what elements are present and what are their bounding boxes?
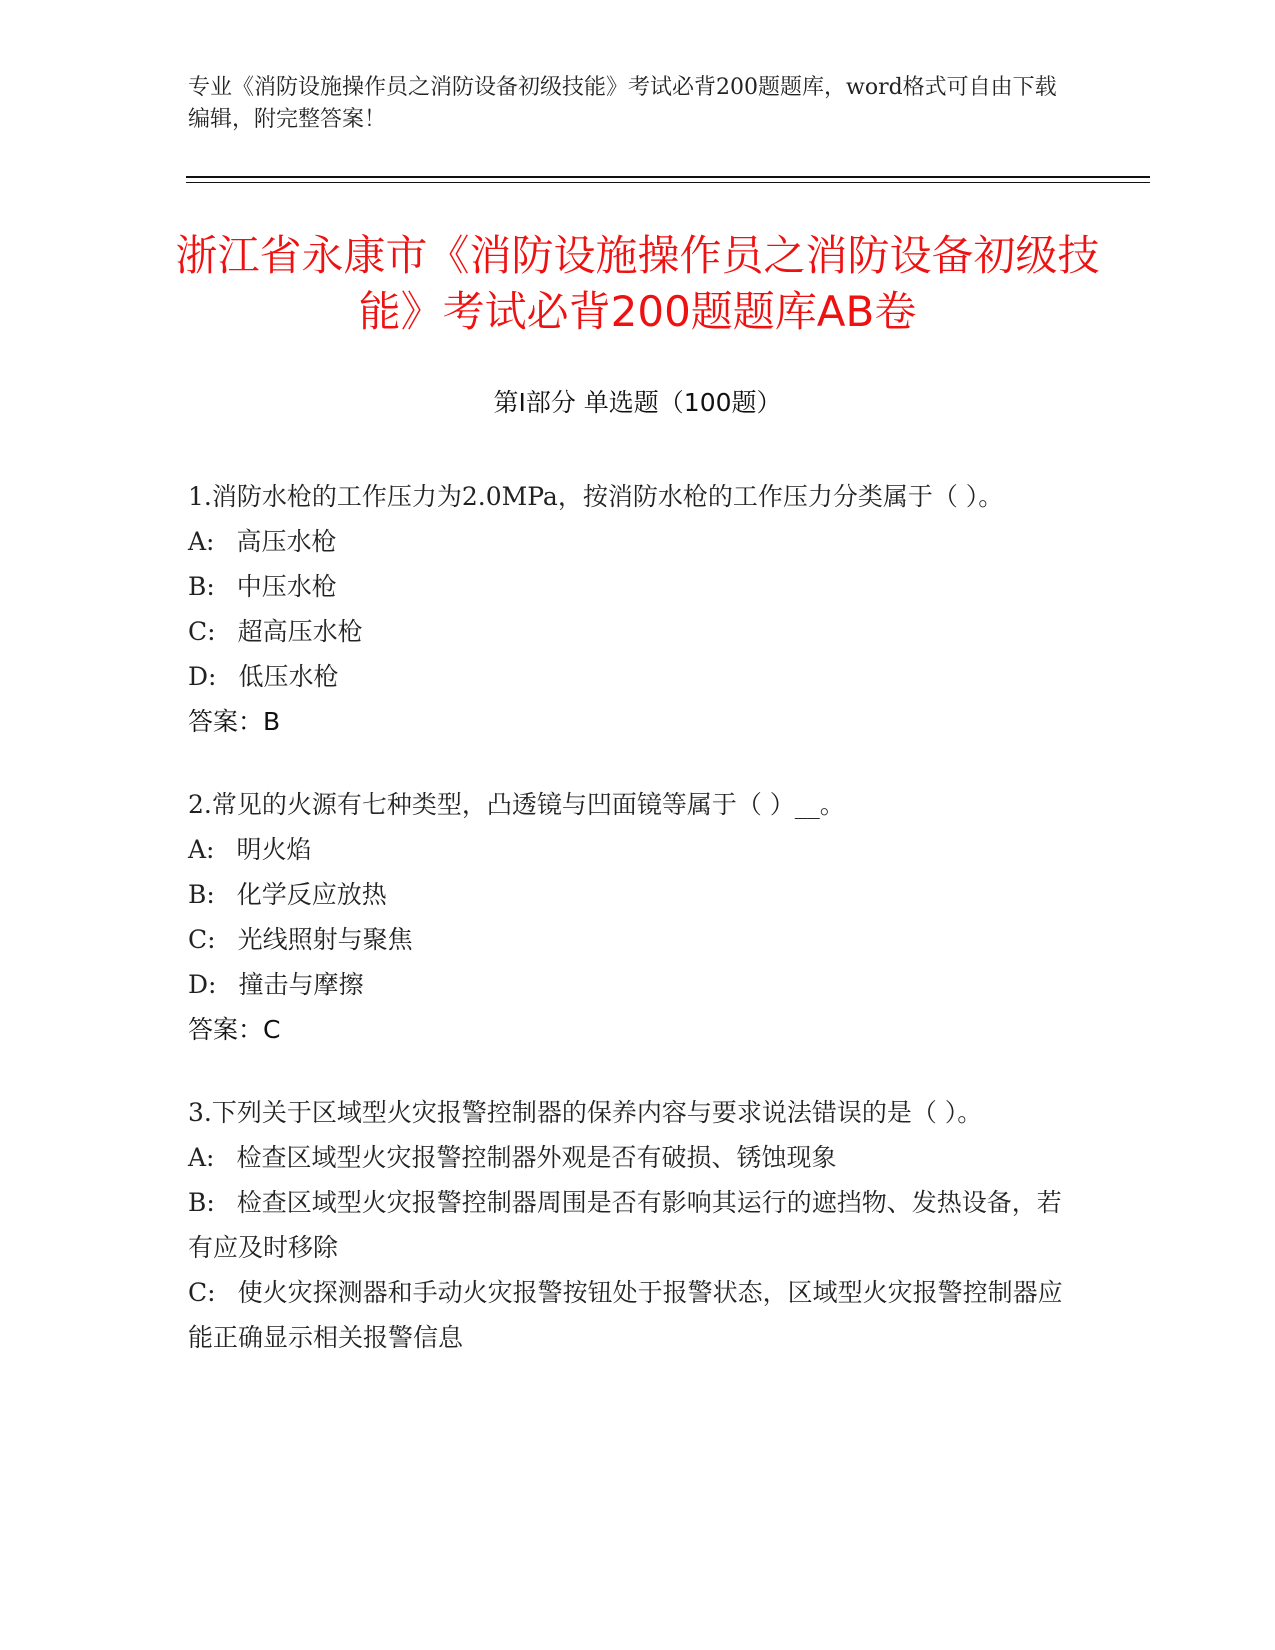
option-text: 化学反应放热 — [236, 880, 387, 909]
option-a — [188, 827, 1068, 872]
option-key: C: — [188, 1278, 216, 1307]
question-3 — [188, 1090, 1068, 1360]
header-note: 专业《消防设施操作员之消防设备初级技能》考试必背200题题库，word格式可自由下载编辑，附完整答案！ — [188, 75, 1057, 132]
option-key: C: — [188, 925, 216, 954]
option-key: A: — [188, 527, 215, 556]
option-text: 明火焰 — [236, 835, 312, 864]
option-key: C: — [188, 617, 216, 646]
question-stem: 1.消防水枪的工作压力为2.0MPa，按消防水枪的工作压力分类属于（ ）。 — [188, 482, 1004, 511]
option-text: 检查区域型火灾报警控制器外观是否有破损、锈蚀现象 — [236, 1143, 837, 1172]
option-a — [188, 1135, 1068, 1180]
option-d — [188, 654, 1068, 699]
option-text: 超高压水枪 — [237, 617, 363, 646]
option-b — [188, 872, 1068, 917]
option-c — [188, 917, 1068, 962]
option-a — [188, 519, 1068, 564]
option-text: 光线照射与聚焦 — [237, 925, 413, 954]
option-d — [188, 962, 1068, 1007]
header-divider-thick — [186, 176, 1150, 178]
option-text: 撞击与摩擦 — [238, 970, 364, 999]
option-text: 低压水枪 — [238, 662, 339, 691]
option-text: 使火灾探测器和手动火灾报警按钮处于报警状态，区域型火灾报警控制器应能正确显示相关报警信息 — [188, 1278, 1063, 1352]
question-1 — [188, 474, 1068, 744]
option-c — [188, 1270, 1068, 1360]
answer-line: 答案：B — [188, 707, 281, 736]
option-b — [188, 564, 1068, 609]
option-b — [188, 1180, 1068, 1270]
header-divider-thin — [186, 182, 1150, 183]
question-stem: 3.下列关于区域型火灾报警控制器的保养内容与要求说法错误的是（ ）。 — [188, 1098, 983, 1127]
option-key: A: — [188, 1143, 215, 1172]
option-text: 中压水枪 — [236, 572, 337, 601]
option-key: B: — [188, 880, 215, 909]
option-c — [188, 609, 1068, 654]
document-title: 浙江省永康市《消防设施操作员之消防设备初级技能》考试必背200题题库AB卷 — [175, 231, 1100, 336]
question-2 — [188, 782, 1068, 1052]
option-text: 高压水枪 — [236, 527, 337, 556]
answer-line: 答案：C — [188, 1015, 281, 1044]
question-list — [188, 474, 1068, 1398]
option-key: D: — [188, 662, 217, 691]
question-stem: 2.常见的火源有七种类型，凸透镜与凹面镜等属于（ ）__。 — [188, 790, 845, 819]
section-heading: 第Ⅰ部分 单选题（100题） — [493, 388, 782, 417]
option-key: A: — [188, 835, 215, 864]
option-text: 检查区域型火灾报警控制器周围是否有影响其运行的遮挡物、发热设备，若有应及时移除 — [188, 1188, 1062, 1262]
option-key: B: — [188, 572, 215, 601]
option-key: D: — [188, 970, 217, 999]
option-key: B: — [188, 1188, 215, 1217]
